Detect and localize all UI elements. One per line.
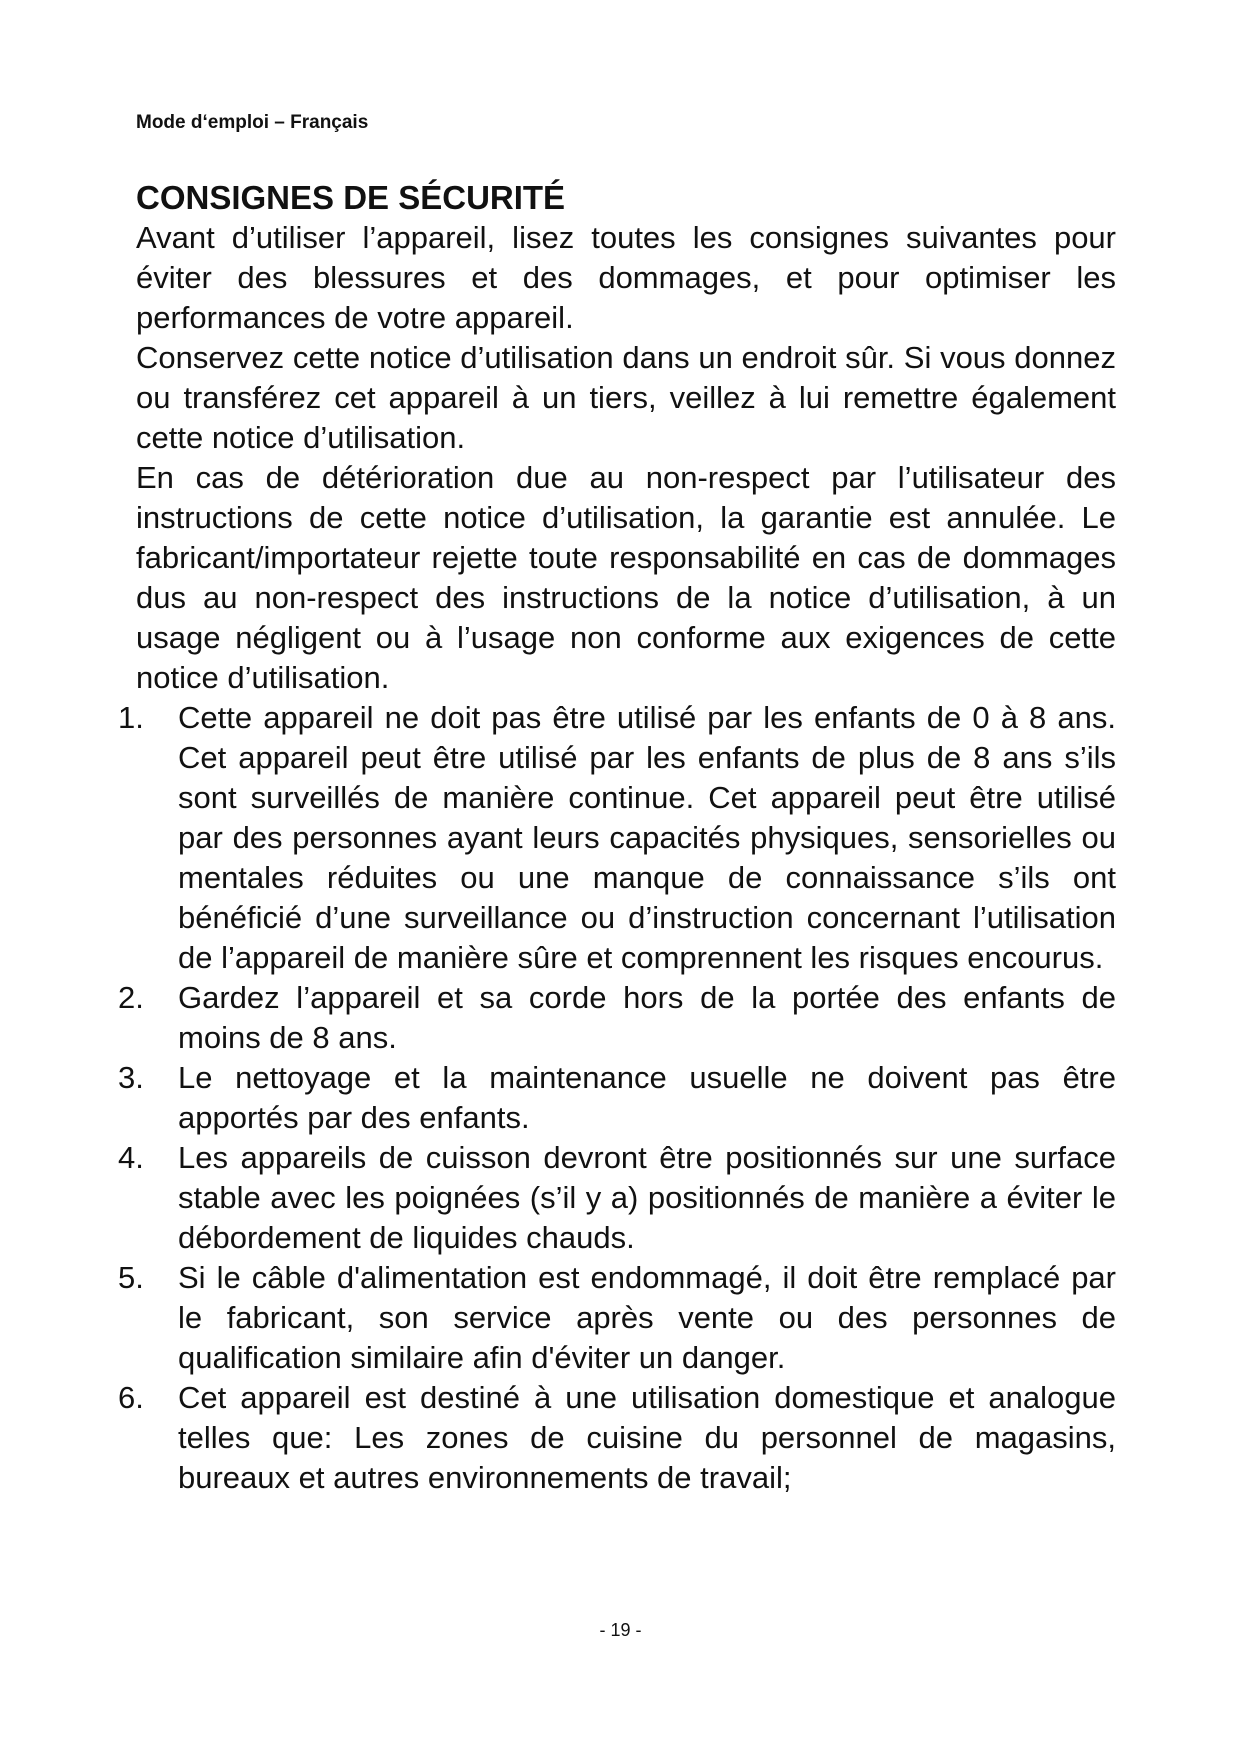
list-item-number: 6. <box>118 1380 144 1415</box>
list-item <box>118 978 1116 1058</box>
document-header: Mode d‘emploi – Français <box>136 112 369 133</box>
list-item-number: 4. <box>118 1140 144 1175</box>
list-item-text: Les appareils de cuisson devront être positionnés sur une surface stable avec les poignées (s’il y a) positionnés de manière a éviter le débordement de liquides chauds. <box>178 1140 1116 1255</box>
safety-instructions-list <box>118 698 1116 1498</box>
section-title: CONSIGNES DE SÉCURITÉ <box>136 179 566 216</box>
list-item-number: 5. <box>118 1260 144 1295</box>
page-number: - 19 - <box>599 1620 642 1640</box>
list-item <box>118 1258 1116 1378</box>
safety-section <box>118 178 1116 1498</box>
list-item-text: Gardez l’appareil et sa corde hors de la portée des enfants de moins de 8 ans. <box>178 980 1116 1055</box>
list-item <box>118 1058 1116 1138</box>
list-item-number: 3. <box>118 1060 144 1095</box>
warranty-paragraph: En cas de détérioration due au non-respect par l’utilisateur des instructions de cette notice d’utilisation, la garantie est annulée. Le fabricant/importateur rejette toute responsabilité en cas de dommages dus au non-respect des instructions de la notice d’utilisation, à un usage négligent ou à l’usage non conforme aux exigences de cette notice d’utilisation. <box>136 460 1116 695</box>
list-item-text: Le nettoyage et la maintenance usuelle ne doivent pas être apportés par des enfants. <box>178 1060 1116 1135</box>
list-item-text: Cet appareil est destiné à une utilisation domestique et analogue telles que: Les zones de cuisine du personnel de magasins, bureaux et autres environnements de travail; <box>178 1380 1116 1495</box>
storage-paragraph: Conservez cette notice d’utilisation dans un endroit sûr. Si vous donnez ou transférez cet appareil à un tiers, veillez à lui remettre également cette notice d’utilisation. <box>136 340 1116 455</box>
intro-paragraph: Avant d’utiliser l’appareil, lisez toutes les consignes suivantes pour éviter des blessures et des dommages, et pour optimiser les performances de votre appareil. <box>136 220 1116 335</box>
list-item-text: Si le câble d'alimentation est endommagé, il doit être remplacé par le fabricant, son service après vente ou des personnes de qualification similaire afin d'éviter un danger. <box>178 1260 1116 1375</box>
list-item <box>118 1378 1116 1498</box>
list-item-text: Cette appareil ne doit pas être utilisé par les enfants de 0 à 8 ans. Cet appareil peut être utilisé par les enfants de plus de 8 ans s’ils sont surveillés de manière continue. Cet appareil peut être utilisé par des personnes ayant leurs capacités physiques, sensorielles ou mentales réduites ou une manque de connaissance s’ils ont bénéficié d’une surveillance ou d’instruction concernant l’utilisation de l’appareil de manière sûre et comprennent les risques encourus. <box>178 700 1116 975</box>
list-item <box>118 1138 1116 1258</box>
list-item-number: 1. <box>118 700 144 735</box>
list-item-number: 2. <box>118 980 144 1015</box>
list-item <box>118 698 1116 978</box>
